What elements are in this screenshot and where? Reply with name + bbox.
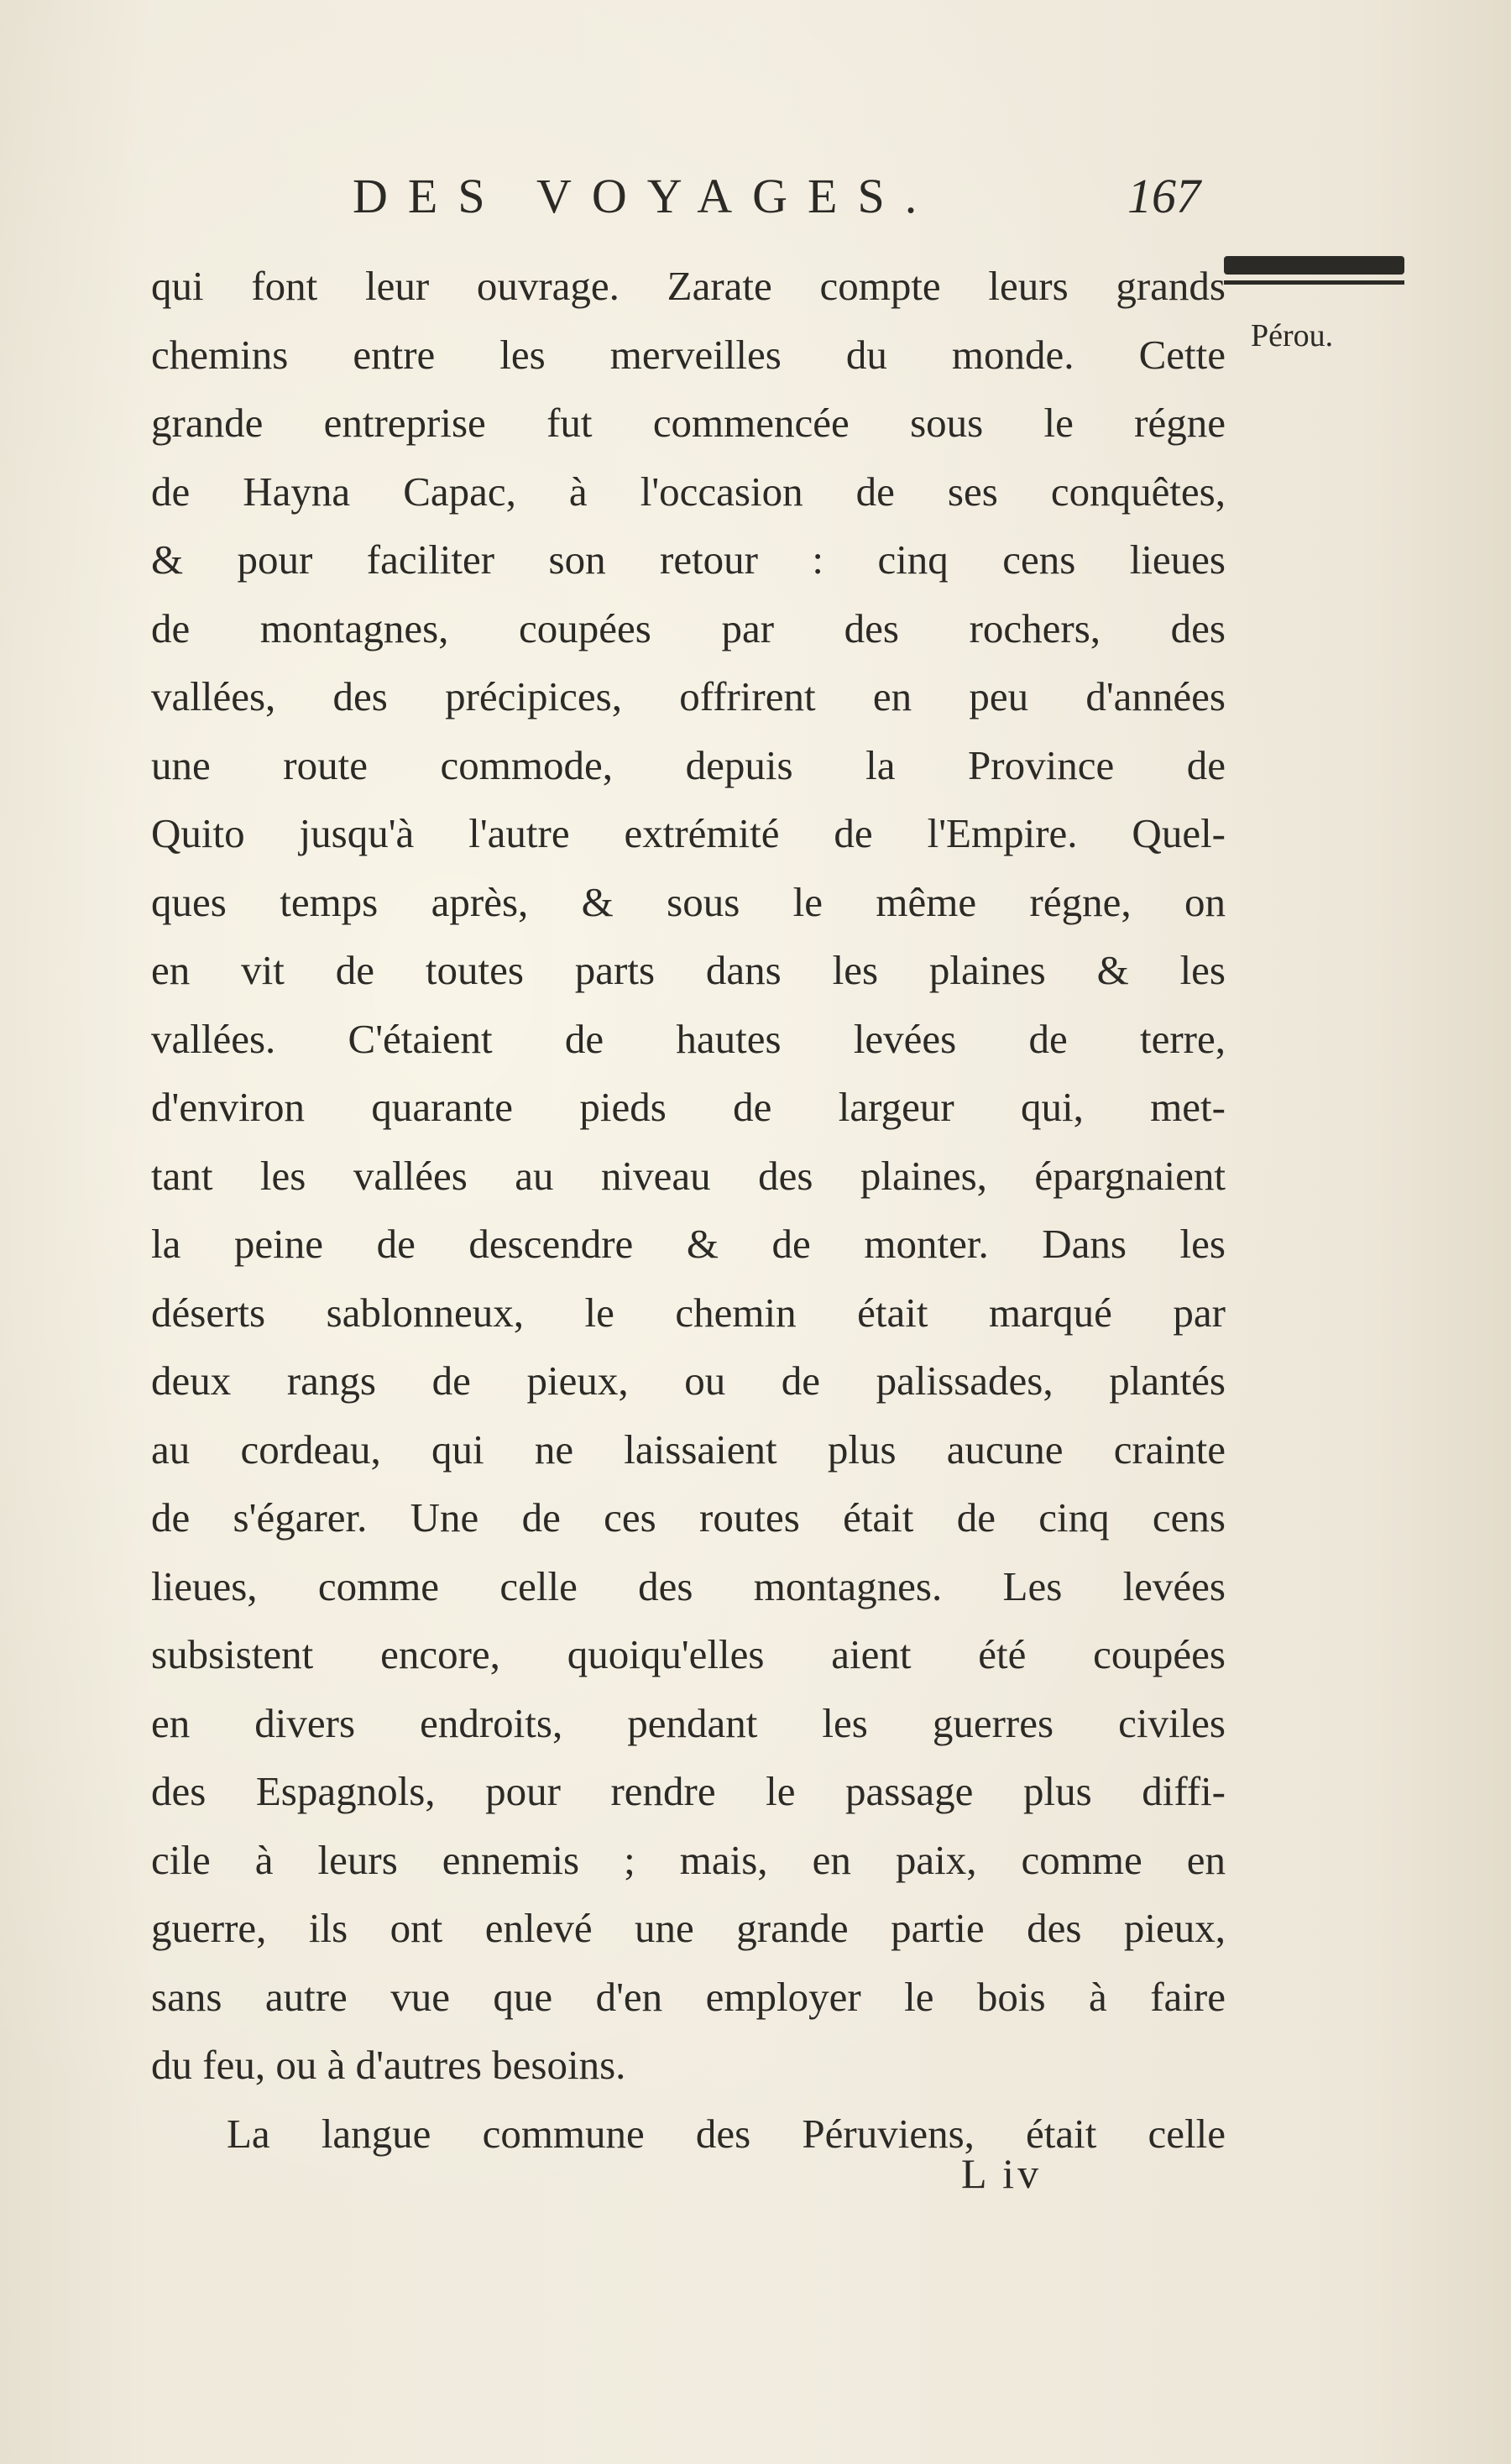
text-line: sans autre vue que d'en employer le bois à faire bbox=[151, 1973, 1226, 2020]
text-line: des Espagnols, pour rendre le passage plus diffi- bbox=[151, 1768, 1226, 1814]
margin-note: Pérou. bbox=[1251, 318, 1334, 353]
text-line: Quito jusqu'à l'autre extrémité de l'Empire. Quel- bbox=[151, 810, 1226, 856]
text-line: tant les vallées au niveau des plaines, épargnaient bbox=[151, 1152, 1226, 1199]
text-line: une route commode, depuis la Province de bbox=[151, 741, 1226, 788]
text-line: guerre, ils ont enlevé une grande partie des pieux, bbox=[151, 1905, 1226, 1951]
margin-rule bbox=[1224, 256, 1404, 275]
margin-rule-thin bbox=[1224, 280, 1404, 285]
text-line: au cordeau, qui ne laissaient plus aucune crainte bbox=[151, 1426, 1226, 1473]
text-line: d'environ quarante pieds de largeur qui, met- bbox=[151, 1084, 1226, 1130]
page-header bbox=[151, 168, 1209, 227]
signature-mark: L iv bbox=[961, 2150, 1043, 2197]
text-line: grande entreprise fut commencée sous le régne bbox=[151, 400, 1226, 446]
text-line: chemins entre les merveilles du monde. Cette bbox=[151, 331, 1226, 378]
text-line: deux rangs de pieux, ou de palissades, plantés bbox=[151, 1358, 1226, 1404]
text-line: de montagnes, coupées par des rochers, des bbox=[151, 604, 1226, 651]
body-text bbox=[151, 252, 1226, 2168]
text-line: de Hayna Capac, à l'occasion de ses conquêtes, bbox=[151, 468, 1226, 515]
text-line: du feu, ou à d'autres besoins. bbox=[151, 2042, 626, 2088]
text-line: en vit de toutes parts dans les plaines & les bbox=[151, 947, 1226, 993]
text-line: & pour faciliter son retour : cinq cens lieues bbox=[151, 536, 1226, 583]
text-line: vallées, des précipices, offrirent en peu d'années bbox=[151, 673, 1226, 719]
running-title: DES VOYAGES. bbox=[353, 169, 938, 223]
text-line: qui font leur ouvrage. Zarate compte leurs grands bbox=[151, 263, 1226, 309]
text-line: ques temps après, & sous le même régne, on bbox=[151, 878, 1226, 925]
text-line: La langue commune des Péruviens, était celle bbox=[227, 2110, 1226, 2157]
text-line: déserts sablonneux, le chemin était marqué par bbox=[151, 1289, 1226, 1336]
text-line: lieues, comme celle des montagnes. Les levées bbox=[151, 1562, 1226, 1609]
page-number: 167 bbox=[1127, 169, 1200, 223]
text-line: subsistent encore, quoiqu'elles aient été coupées bbox=[151, 1631, 1226, 1677]
text-line: vallées. C'étaient de hautes levées de terre, bbox=[151, 1015, 1226, 1062]
text-line: cile à leurs ennemis ; mais, en paix, comme en bbox=[151, 1836, 1226, 1883]
text-line: en divers endroits, pendant les guerres civiles bbox=[151, 1699, 1226, 1746]
text-line: la peine de descendre & de monter. Dans les bbox=[151, 1221, 1226, 1267]
text-line: de s'égarer. Une de ces routes était de cinq cens bbox=[151, 1494, 1226, 1541]
